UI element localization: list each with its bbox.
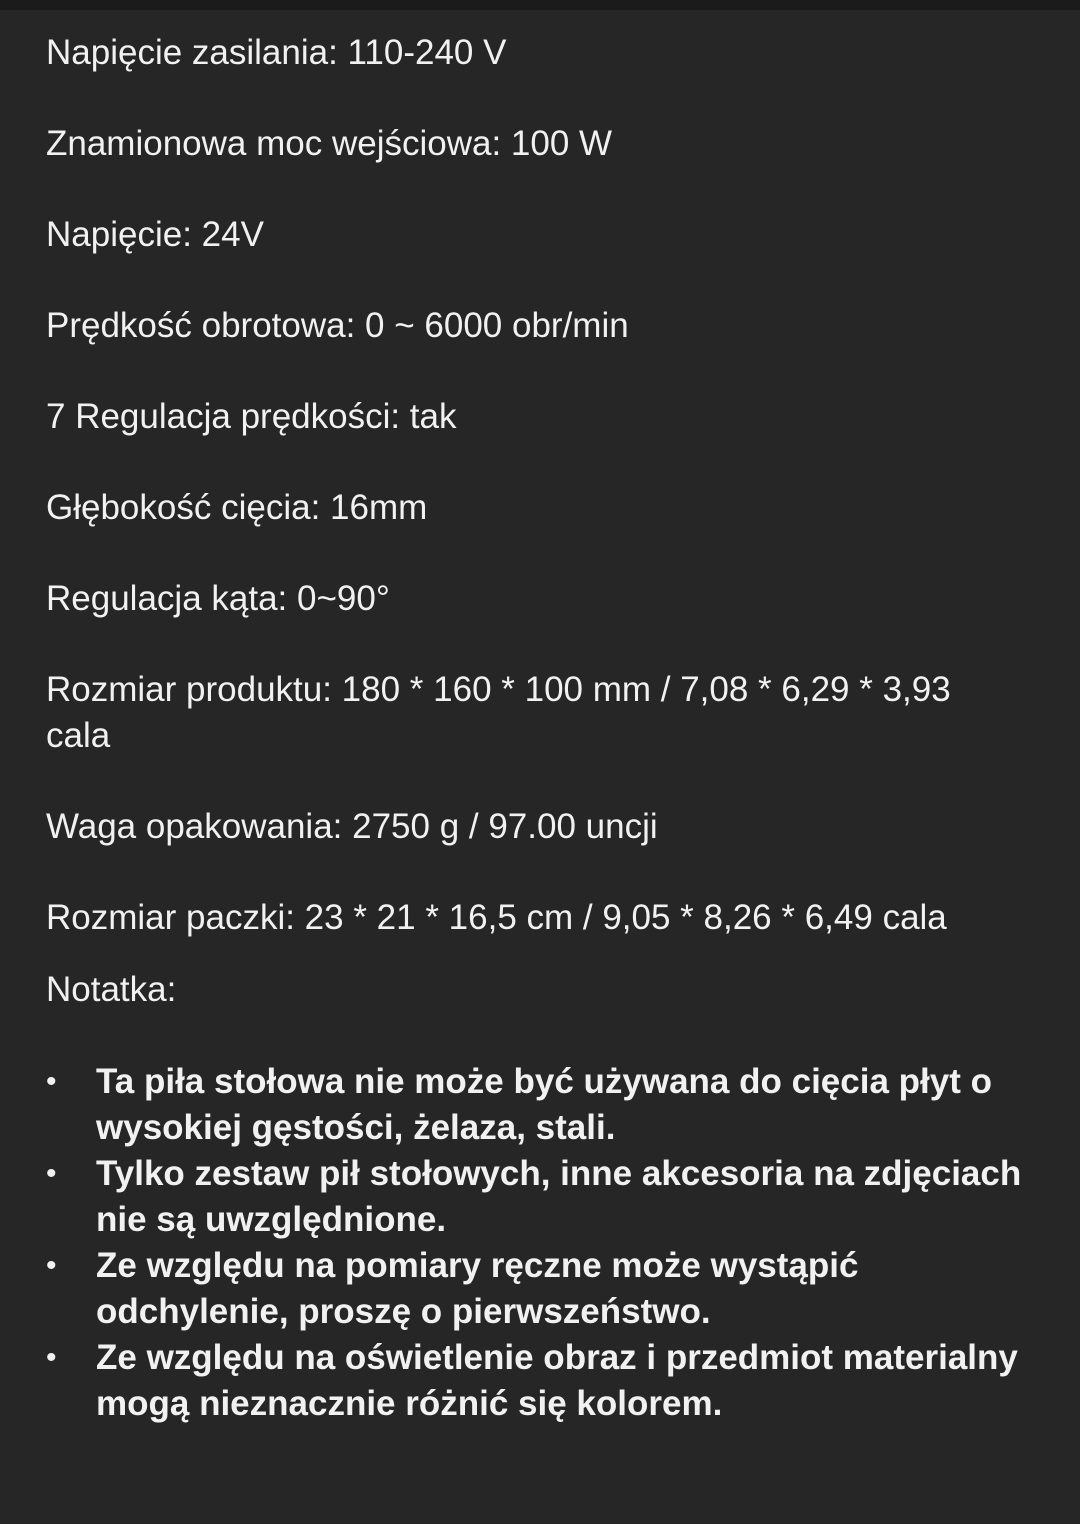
notes-list (46, 1059, 1036, 1427)
bullet-icon: • (46, 1341, 57, 1374)
spec-supply-voltage: Napięcie zasilania: 110-240 V (46, 33, 507, 72)
bullet-icon: • (46, 1157, 57, 1190)
list-item (46, 1151, 1036, 1243)
spec-package-size: Rozmiar paczki: 23 * 21 * 16,5 cm / 9,05 * 8,26 * 6,49 cala (46, 898, 947, 937)
note-heading: Notatka: (46, 970, 177, 1009)
spec-rated-input-power: Znamionowa moc wejściowa: 100 W (46, 124, 613, 163)
spec-angle-adjustment: Regulacja kąta: 0~90° (46, 579, 390, 618)
note-text: Ta piła stołowa nie może być używana do cięcia płyt o wysokiej gęstości, żelaza, stali. (96, 1062, 992, 1147)
spec-rotation-speed: Prędkość obrotowa: 0 ~ 6000 obr/min (46, 306, 629, 345)
bullet-icon: • (46, 1065, 57, 1098)
spec-product-size: Rozmiar produktu: 180 * 160 * 100 mm / 7,08 * 6,29 * 3,93 cala (46, 670, 951, 755)
bullet-icon: • (46, 1249, 57, 1282)
list-item (46, 1243, 1036, 1335)
list-item (46, 1059, 1036, 1151)
spec-voltage: Napięcie: 24V (46, 215, 264, 254)
spec-package-weight: Waga opakowania: 2750 g / 97.00 uncji (46, 807, 658, 846)
product-description (46, 30, 1036, 1427)
note-text: Tylko zestaw pił stołowych, inne akcesoria na zdjęciach nie są uwzględnione. (96, 1154, 1022, 1239)
spec-speed-regulation: 7 Regulacja prędkości: tak (46, 397, 457, 436)
note-text: Ze względu na oświetlenie obraz i przedmiot materialny mogą nieznacznie różnić się kolorem. (96, 1338, 1018, 1423)
spec-cutting-depth: Głębokość cięcia: 16mm (46, 488, 428, 527)
list-item (46, 1335, 1036, 1427)
note-text: Ze względu na pomiary ręczne może wystąpić odchylenie, proszę o pierwszeństwo. (96, 1246, 859, 1331)
top-status-strip (0, 0, 1080, 10)
